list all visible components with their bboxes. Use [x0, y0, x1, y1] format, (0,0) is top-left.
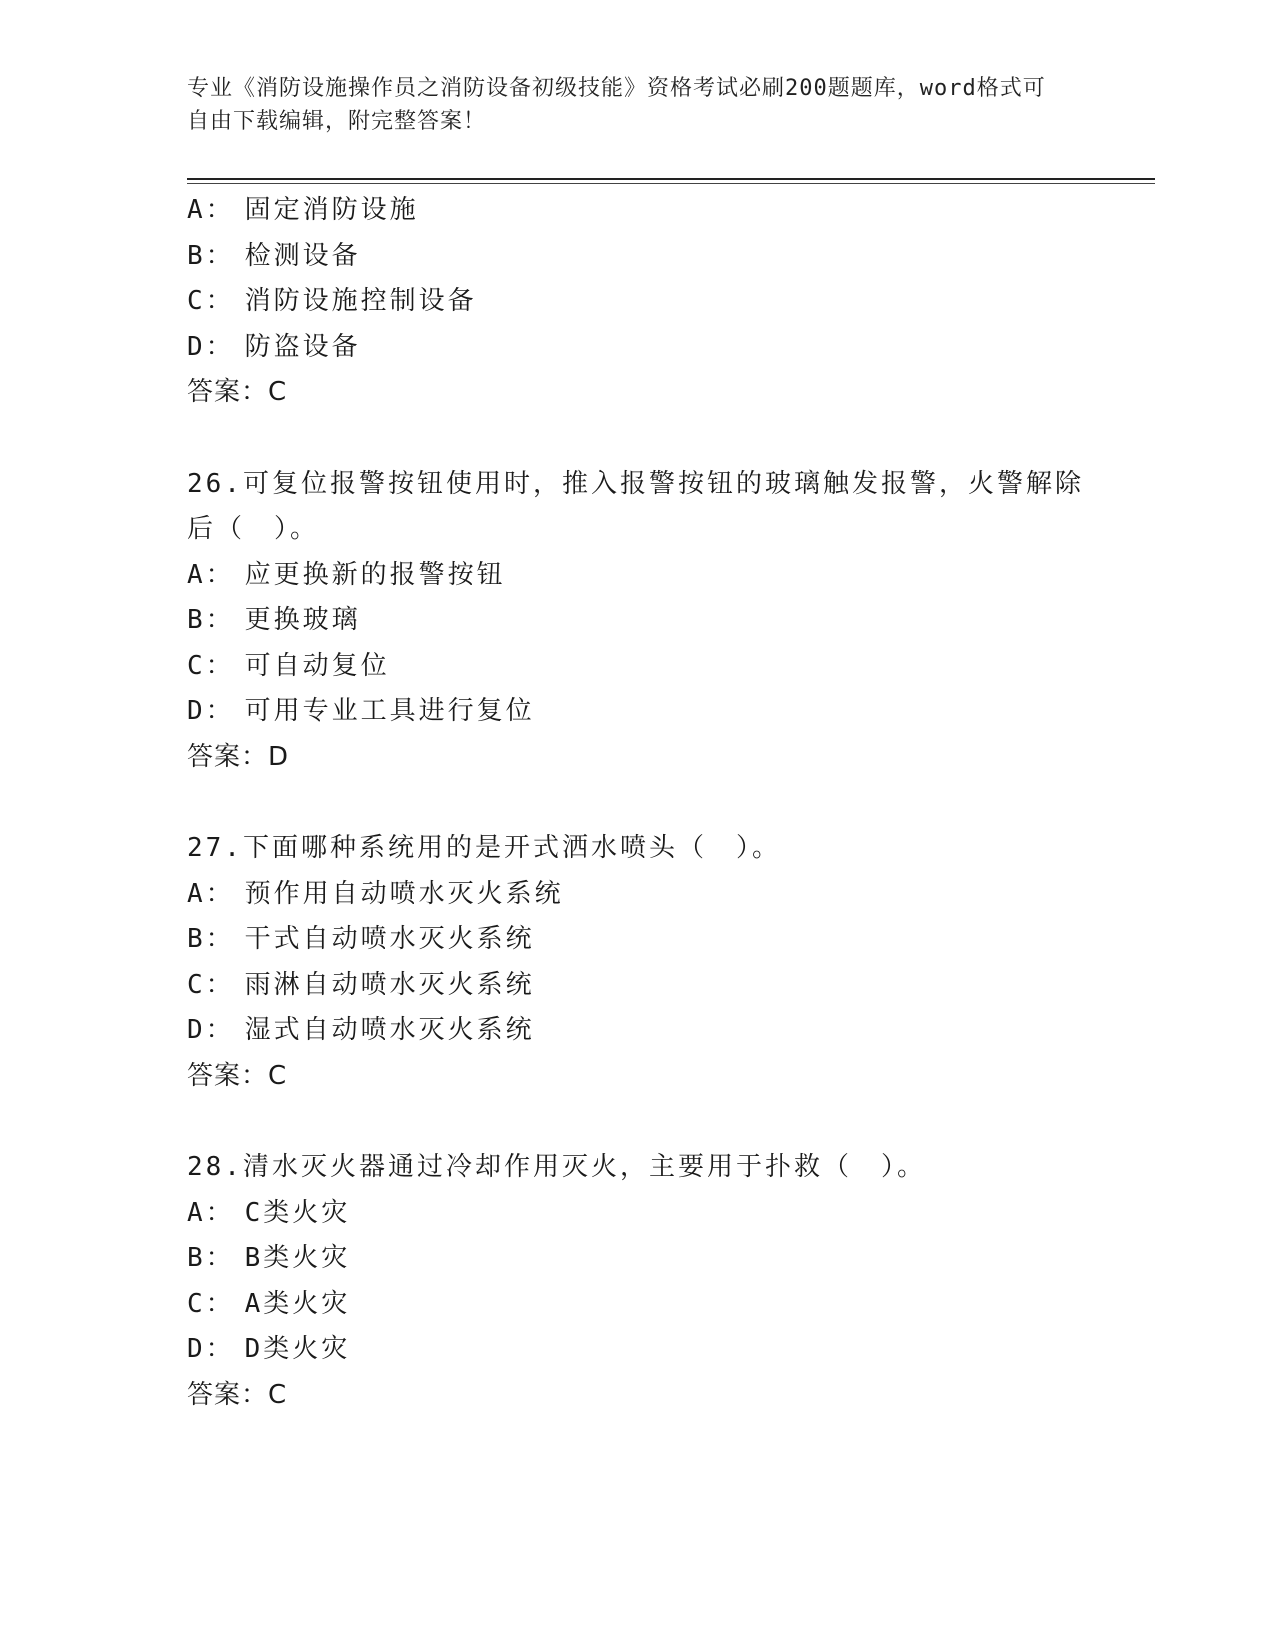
- option-b: B： B类火灾: [187, 1243, 351, 1273]
- option-a: A： C类火灾: [187, 1197, 351, 1228]
- answer-value: C: [268, 1060, 288, 1091]
- answer-value: D: [268, 741, 290, 772]
- question-stem: [187, 826, 1107, 872]
- question-25-continued: [187, 188, 1107, 416]
- answer-line: 答案：C: [187, 1060, 288, 1091]
- question-text: 下面哪种系统用的是开式洒水喷头（ ）。: [242, 833, 781, 863]
- option-c: C： 可自动复位: [187, 650, 390, 681]
- option-a: A： 固定消防设施: [187, 195, 419, 225]
- option-b: B： 更换玻璃: [187, 605, 361, 635]
- question-text: 清水灭火器通过冷却作用灭火，主要用于扑救（ ）。: [242, 1152, 926, 1182]
- question-number: 26.: [187, 468, 243, 499]
- header-divider-thick: [187, 178, 1155, 180]
- option-c: C： A类火灾: [187, 1288, 351, 1319]
- option-a: A： 应更换新的报警按钮: [187, 559, 506, 590]
- question-number: 27.: [187, 833, 243, 863]
- option-d: D： 防盗设备: [187, 331, 361, 362]
- header-title: 专业《消防设施操作员之消防设备初级技能》资格考试必刷200题题库，word格式可自由下载编辑，附完整答案！: [187, 76, 1046, 134]
- question-26: [187, 462, 1107, 781]
- question-list: [187, 188, 1107, 1418]
- option-a: A： 预作用自动喷水灭火系统: [187, 878, 564, 909]
- option-d: D： 可用专业工具进行复位: [187, 696, 535, 726]
- answer-value: C: [268, 377, 288, 407]
- question-text: 可复位报警按钮使用时，推入报警按钮的玻璃触发报警，火警解除后（ ）。: [187, 468, 1084, 544]
- option-b: B： 干式自动喷水灭火系统: [187, 924, 535, 954]
- question-number: 28.: [187, 1152, 243, 1182]
- option-c: C： 消防设施控制设备: [187, 286, 477, 316]
- question-stem: [187, 1145, 1107, 1191]
- header-divider-thin: [187, 183, 1155, 184]
- option-d: D： D类火灾: [187, 1334, 351, 1364]
- option-c: C： 雨淋自动喷水灭火系统: [187, 969, 535, 1000]
- answer-value: C: [268, 1379, 288, 1410]
- option-d: D： 湿式自动喷水灭火系统: [187, 1015, 535, 1045]
- answer-line: 答案：D: [187, 741, 290, 772]
- answer-line: 答案：C: [187, 1379, 288, 1410]
- question-27: [187, 826, 1107, 1099]
- option-b: B： 检测设备: [187, 240, 361, 271]
- question-28: [187, 1145, 1107, 1418]
- question-stem: [187, 462, 1107, 553]
- answer-line: 答案：C: [187, 377, 288, 407]
- document-header: [187, 72, 1067, 138]
